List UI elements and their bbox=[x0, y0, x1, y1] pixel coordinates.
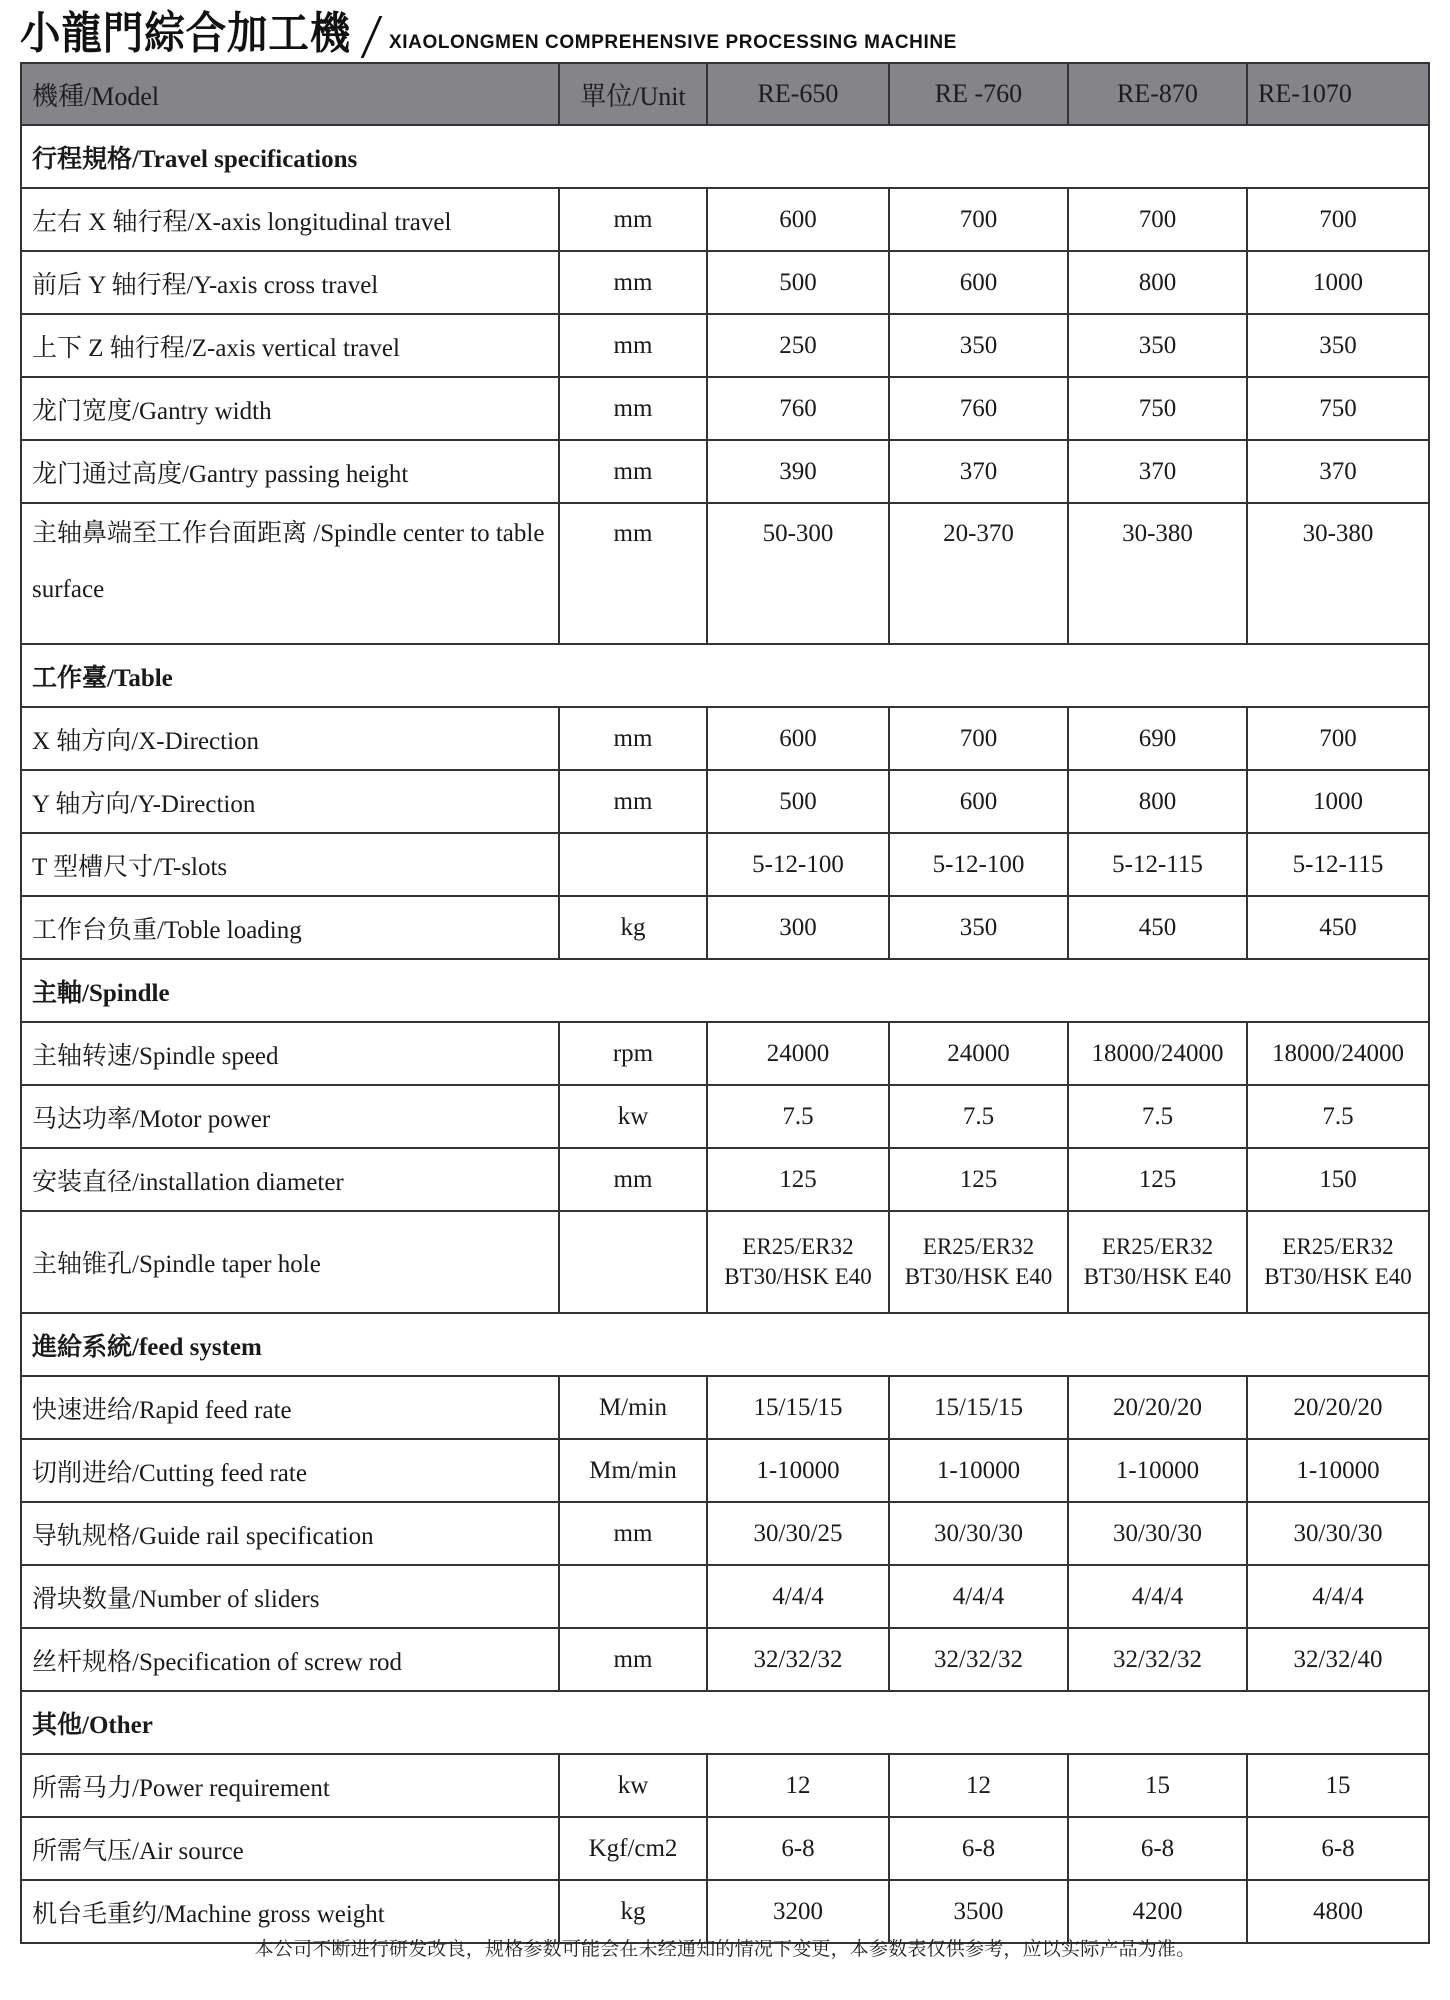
section-title: 其他/Other bbox=[21, 1691, 1429, 1754]
row-value: 3500 bbox=[889, 1880, 1068, 1943]
row-value: 6-8 bbox=[1068, 1817, 1247, 1880]
row-value: 250 bbox=[707, 314, 889, 377]
row-label: 导轨规格/Guide rail specification bbox=[21, 1502, 559, 1565]
row-value: 600 bbox=[707, 188, 889, 251]
row-value: 32/32/32 bbox=[707, 1628, 889, 1691]
row-value: 700 bbox=[889, 707, 1068, 770]
row-value: 30-380 bbox=[1068, 503, 1247, 644]
row-value: 18000/24000 bbox=[1247, 1022, 1429, 1085]
table-row bbox=[21, 1817, 1429, 1880]
row-value: 750 bbox=[1247, 377, 1429, 440]
row-label: T 型槽尺寸/T-slots bbox=[21, 833, 559, 896]
row-unit: mm bbox=[559, 1502, 707, 1565]
row-value: 370 bbox=[1068, 440, 1247, 503]
row-value: 5-12-100 bbox=[707, 833, 889, 896]
table-row bbox=[21, 440, 1429, 503]
row-value: 350 bbox=[889, 314, 1068, 377]
row-value: 150 bbox=[1247, 1148, 1429, 1211]
row-label: 主轴锥孔/Spindle taper hole bbox=[21, 1211, 559, 1313]
table-row bbox=[21, 188, 1429, 251]
row-value: 7.5 bbox=[889, 1085, 1068, 1148]
section-row-travel bbox=[21, 125, 1429, 188]
table-row bbox=[21, 1022, 1429, 1085]
row-value: 4200 bbox=[1068, 1880, 1247, 1943]
row-value: 32/32/32 bbox=[889, 1628, 1068, 1691]
row-value: 1-10000 bbox=[707, 1439, 889, 1502]
title-slash-divider bbox=[361, 16, 383, 58]
row-value: 750 bbox=[1068, 377, 1247, 440]
section-row-other bbox=[21, 1691, 1429, 1754]
row-label: X 轴方向/X-Direction bbox=[21, 707, 559, 770]
row-value bbox=[1247, 1211, 1429, 1313]
row-value: 1-10000 bbox=[889, 1439, 1068, 1502]
row-label: Y 轴方向/Y-Direction bbox=[21, 770, 559, 833]
row-label: 所需气压/Air source bbox=[21, 1817, 559, 1880]
row-value: 450 bbox=[1247, 896, 1429, 959]
row-value: 5-12-100 bbox=[889, 833, 1068, 896]
row-value: 300 bbox=[707, 896, 889, 959]
row-value bbox=[1068, 1211, 1247, 1313]
table-row bbox=[21, 377, 1429, 440]
row-value: 500 bbox=[707, 770, 889, 833]
taper-line: ER25/ER32 bbox=[1101, 1234, 1214, 1259]
row-unit: mm bbox=[559, 1148, 707, 1211]
row-value: 450 bbox=[1068, 896, 1247, 959]
row-value: 15/15/15 bbox=[889, 1376, 1068, 1439]
row-unit: kw bbox=[559, 1085, 707, 1148]
row-unit: mm bbox=[559, 770, 707, 833]
row-unit: M/min bbox=[559, 1376, 707, 1439]
row-value: 12 bbox=[889, 1754, 1068, 1817]
row-label: 主轴转速/Spindle speed bbox=[21, 1022, 559, 1085]
row-value: 350 bbox=[889, 896, 1068, 959]
row-value: 20/20/20 bbox=[1068, 1376, 1247, 1439]
row-label: 左右 X 轴行程/X-axis longitudinal travel bbox=[21, 188, 559, 251]
row-value: 4/4/4 bbox=[1247, 1565, 1429, 1628]
section-title: 進給系統/feed system bbox=[21, 1313, 1429, 1376]
row-label: 滑块数量/Number of sliders bbox=[21, 1565, 559, 1628]
row-unit bbox=[559, 833, 707, 896]
row-value: 7.5 bbox=[1247, 1085, 1429, 1148]
row-value: 4/4/4 bbox=[889, 1565, 1068, 1628]
row-value: 1000 bbox=[1247, 251, 1429, 314]
row-value: 24000 bbox=[707, 1022, 889, 1085]
row-unit: mm bbox=[559, 707, 707, 770]
table-row bbox=[21, 770, 1429, 833]
row-value: 700 bbox=[1247, 188, 1429, 251]
spec-table bbox=[20, 62, 1430, 1944]
section-title: 工作臺/Table bbox=[21, 644, 1429, 707]
row-label: 马达功率/Motor power bbox=[21, 1085, 559, 1148]
taper-line: BT30/HSK E40 bbox=[904, 1264, 1053, 1289]
row-value: 600 bbox=[889, 251, 1068, 314]
row-value: 15 bbox=[1247, 1754, 1429, 1817]
table-row bbox=[21, 1439, 1429, 1502]
row-value: 700 bbox=[889, 188, 1068, 251]
row-value: 4/4/4 bbox=[1068, 1565, 1247, 1628]
row-value: 350 bbox=[1247, 314, 1429, 377]
row-label: 前后 Y 轴行程/Y-axis cross travel bbox=[21, 251, 559, 314]
row-label: 安装直径/installation diameter bbox=[21, 1148, 559, 1211]
row-value: 700 bbox=[1247, 707, 1429, 770]
row-unit: rpm bbox=[559, 1022, 707, 1085]
row-value: 5-12-115 bbox=[1068, 833, 1247, 896]
table-row bbox=[21, 707, 1429, 770]
row-value: 600 bbox=[707, 707, 889, 770]
row-value: 1000 bbox=[1247, 770, 1429, 833]
row-unit: mm bbox=[559, 251, 707, 314]
row-value: 32/32/40 bbox=[1247, 1628, 1429, 1691]
row-label: 龙门通过高度/Gantry passing height bbox=[21, 440, 559, 503]
row-value: 24000 bbox=[889, 1022, 1068, 1085]
row-unit bbox=[559, 1565, 707, 1628]
row-value: 20/20/20 bbox=[1247, 1376, 1429, 1439]
page-title bbox=[20, 4, 957, 60]
section-row-spindle bbox=[21, 959, 1429, 1022]
row-value: 125 bbox=[889, 1148, 1068, 1211]
row-value: 30/30/30 bbox=[1247, 1502, 1429, 1565]
row-unit: mm bbox=[559, 440, 707, 503]
table-row bbox=[21, 1754, 1429, 1817]
row-value: 760 bbox=[889, 377, 1068, 440]
row-value: 30/30/25 bbox=[707, 1502, 889, 1565]
row-label: 上下 Z 轴行程/Z-axis vertical travel bbox=[21, 314, 559, 377]
row-value: 5-12-115 bbox=[1247, 833, 1429, 896]
row-unit: kw bbox=[559, 1754, 707, 1817]
header-model-re760: RE -760 bbox=[889, 63, 1068, 125]
row-unit: Mm/min bbox=[559, 1439, 707, 1502]
row-value: 12 bbox=[707, 1754, 889, 1817]
row-value: 20-370 bbox=[889, 503, 1068, 644]
row-value: 350 bbox=[1068, 314, 1247, 377]
row-value: 1-10000 bbox=[1068, 1439, 1247, 1502]
row-value: 32/32/32 bbox=[1068, 1628, 1247, 1691]
table-row bbox=[21, 1628, 1429, 1691]
taper-line: ER25/ER32 bbox=[1282, 1234, 1394, 1259]
row-unit: Kgf/cm2 bbox=[559, 1817, 707, 1880]
row-unit: mm bbox=[559, 188, 707, 251]
row-value bbox=[889, 1211, 1068, 1313]
table-row-taper-hole bbox=[21, 1211, 1429, 1313]
row-value: 760 bbox=[707, 377, 889, 440]
row-label: 机台毛重约/Machine gross weight bbox=[21, 1880, 559, 1943]
table-row bbox=[21, 1502, 1429, 1565]
taper-line: BT30/HSK E40 bbox=[1083, 1264, 1232, 1289]
table-row bbox=[21, 1565, 1429, 1628]
row-value: 6-8 bbox=[707, 1817, 889, 1880]
table-row bbox=[21, 1148, 1429, 1211]
row-value: 690 bbox=[1068, 707, 1247, 770]
row-unit: kg bbox=[559, 1880, 707, 1943]
table-row bbox=[21, 314, 1429, 377]
header-unit: 單位/Unit bbox=[559, 63, 707, 125]
row-value: 800 bbox=[1068, 770, 1247, 833]
taper-line: ER25/ER32 bbox=[742, 1234, 854, 1259]
row-value: 4800 bbox=[1247, 1880, 1429, 1943]
section-row-feed bbox=[21, 1313, 1429, 1376]
row-label: 切削进给/Cutting feed rate bbox=[21, 1439, 559, 1502]
row-value: 30-380 bbox=[1247, 503, 1429, 644]
row-value: 15 bbox=[1068, 1754, 1247, 1817]
table-row bbox=[21, 1085, 1429, 1148]
row-label: 所需马力/Power requirement bbox=[21, 1754, 559, 1817]
row-value: 390 bbox=[707, 440, 889, 503]
row-unit: mm bbox=[559, 503, 707, 644]
row-value: 7.5 bbox=[1068, 1085, 1247, 1148]
section-row-table bbox=[21, 644, 1429, 707]
section-title: 行程規格/Travel specifications bbox=[21, 125, 1429, 188]
row-value bbox=[707, 1211, 889, 1313]
row-value: 800 bbox=[1068, 251, 1247, 314]
taper-line: BT30/HSK E40 bbox=[724, 1264, 872, 1289]
row-value: 15/15/15 bbox=[707, 1376, 889, 1439]
table-header-row bbox=[21, 63, 1429, 125]
table-row bbox=[21, 503, 1429, 644]
row-unit: mm bbox=[559, 377, 707, 440]
section-title: 主軸/Spindle bbox=[21, 959, 1429, 1022]
table-row bbox=[21, 896, 1429, 959]
row-value: 700 bbox=[1068, 188, 1247, 251]
row-value: 500 bbox=[707, 251, 889, 314]
row-unit: kg bbox=[559, 896, 707, 959]
row-value: 370 bbox=[889, 440, 1068, 503]
row-value: 3200 bbox=[707, 1880, 889, 1943]
taper-line: ER25/ER32 bbox=[922, 1234, 1035, 1259]
row-value: 125 bbox=[1068, 1148, 1247, 1211]
row-unit: mm bbox=[559, 1628, 707, 1691]
row-value: 50-300 bbox=[707, 503, 889, 644]
row-value: 30/30/30 bbox=[889, 1502, 1068, 1565]
table-row bbox=[21, 833, 1429, 896]
row-unit: mm bbox=[559, 314, 707, 377]
header-model-re870: RE-870 bbox=[1068, 63, 1247, 125]
row-value: 18000/24000 bbox=[1068, 1022, 1247, 1085]
row-label: 丝杆规格/Specification of screw rod bbox=[21, 1628, 559, 1691]
row-value: 370 bbox=[1247, 440, 1429, 503]
row-label: 工作台负重/Toble loading bbox=[21, 896, 559, 959]
disclaimer-footnote: 本公司不断进行研发改良，规格参数可能会在未经通知的情况下变更，本参数表仅供参考，应以实际产品为准。 bbox=[254, 1938, 1196, 1960]
row-value: 600 bbox=[889, 770, 1068, 833]
row-value: 7.5 bbox=[707, 1085, 889, 1148]
header-model-re650: RE-650 bbox=[707, 63, 889, 125]
title-chinese: 小龍門綜合加工機 bbox=[20, 8, 352, 59]
row-value: 4/4/4 bbox=[707, 1565, 889, 1628]
row-value: 6-8 bbox=[1247, 1817, 1429, 1880]
row-unit bbox=[559, 1211, 707, 1313]
taper-line: BT30/HSK E40 bbox=[1264, 1264, 1412, 1289]
row-value: 1-10000 bbox=[1247, 1439, 1429, 1502]
header-model-re1070: RE-1070 bbox=[1247, 63, 1429, 125]
row-label: 主轴鼻端至工作台面距离 /Spindle center to table surface bbox=[21, 503, 559, 644]
row-label: 龙门宽度/Gantry width bbox=[21, 377, 559, 440]
table-row bbox=[21, 1376, 1429, 1439]
row-label: 快速进给/Rapid feed rate bbox=[21, 1376, 559, 1439]
title-english: XIAOLONGMEN COMPREHENSIVE PROCESSING MACHINE bbox=[389, 32, 957, 53]
table-row bbox=[21, 251, 1429, 314]
row-value: 6-8 bbox=[889, 1817, 1068, 1880]
row-value: 30/30/30 bbox=[1068, 1502, 1247, 1565]
row-value: 125 bbox=[707, 1148, 889, 1211]
header-model: 機種/Model bbox=[21, 63, 559, 125]
